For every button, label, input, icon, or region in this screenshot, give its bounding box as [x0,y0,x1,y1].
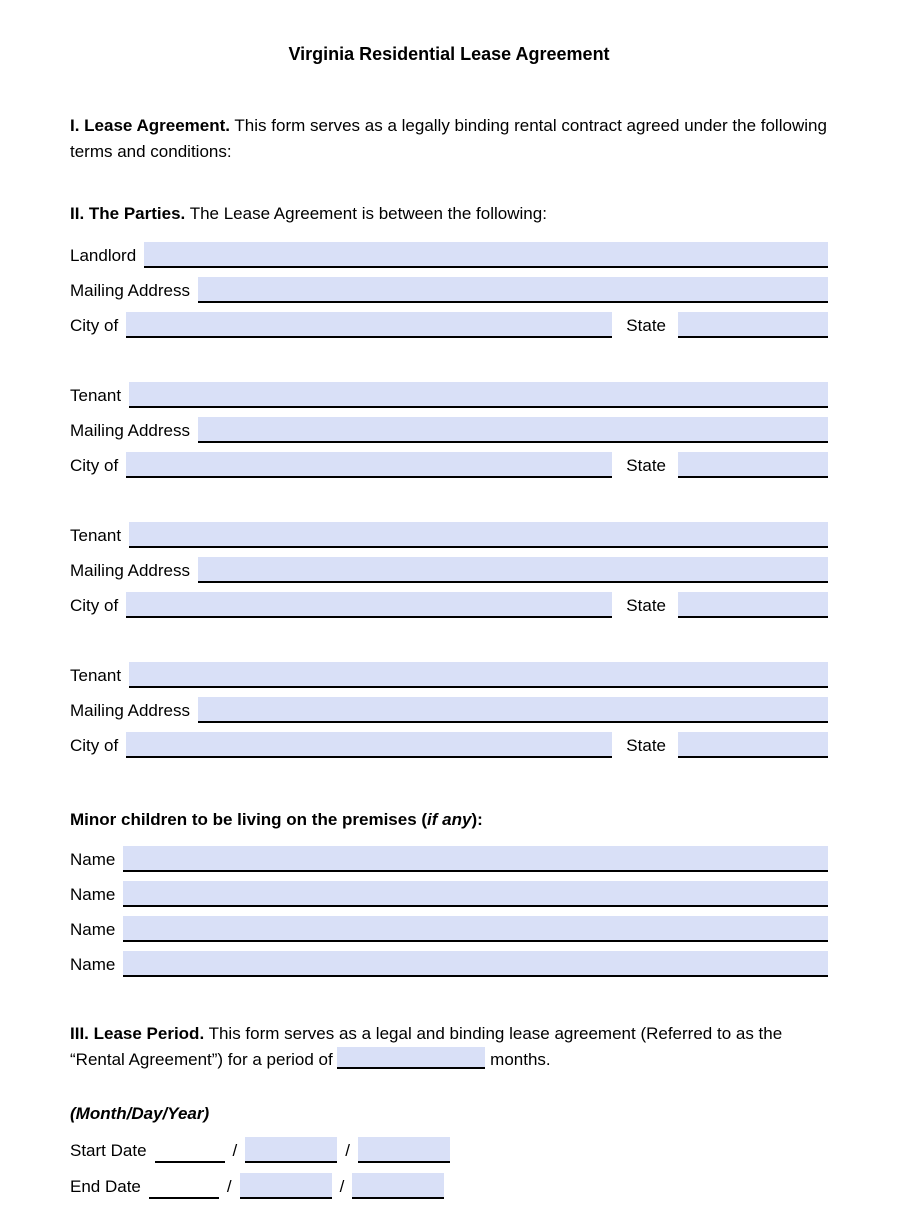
tenant-1-block [70,373,828,478]
city-of-label: City of [70,456,119,475]
tenant-2-row [70,513,828,548]
landlord-state-field[interactable] [678,312,828,338]
minor-child-1-name-field[interactable] [123,846,828,872]
landlord-label: Landlord [70,246,137,265]
tenant-1-city-field[interactable] [126,452,612,478]
start-date-day-field[interactable] [245,1137,337,1163]
mailing-address-label: Mailing Address [70,421,191,440]
tenant-3-state-field[interactable] [678,732,828,758]
tenant-2-state-field[interactable] [678,592,828,618]
state-label: State [626,456,666,475]
tenant-3-mailing-row [70,688,828,723]
tenant-3-name-field[interactable] [129,662,828,688]
lease-months-field[interactable] [337,1047,485,1069]
date-separator: / [339,1177,345,1196]
date-separator: / [232,1141,238,1160]
tenant-1-row [70,373,828,408]
minor-child-4-row [70,942,828,977]
end-date-year-field[interactable] [352,1173,444,1199]
section-lease-period-months-text: months. [490,1050,551,1069]
section-lease-agreement [70,113,828,165]
minor-child-2-name-field[interactable] [123,881,828,907]
tenant-1-city-state-row [70,443,828,478]
name-label: Name [70,920,116,939]
state-label: State [626,736,666,755]
minor-child-3-name-field[interactable] [123,916,828,942]
name-label: Name [70,850,116,869]
minor-children-heading [70,802,828,837]
mailing-address-label: Mailing Address [70,701,191,720]
date-format-note: (Month/Day/Year) [70,1104,210,1123]
tenant-3-mailing-address-field[interactable] [198,697,828,723]
section-lease-agreement-heading: I. Lease Agreement. [70,116,230,135]
landlord-mailing-address-field[interactable] [198,277,828,303]
section-parties-heading: II. The Parties. [70,204,186,223]
end-date-label: End Date [70,1177,141,1196]
tenant-1-state-field[interactable] [678,452,828,478]
date-separator: / [345,1141,351,1160]
minor-children-suffix: ): [471,810,483,829]
minor-child-3-row [70,907,828,942]
end-date-day-field[interactable] [240,1173,332,1199]
state-label: State [626,596,666,615]
section-lease-period [70,1021,828,1073]
section-lease-period-heading: III. Lease Period. [70,1024,205,1043]
mailing-address-label: Mailing Address [70,281,191,300]
document-title: Virginia Residential Lease Agreement [288,44,610,64]
tenant-label: Tenant [70,386,122,405]
minor-children-list [70,837,828,977]
tenant-1-mailing-address-field[interactable] [198,417,828,443]
tenant-2-block [70,513,828,618]
section-parties-text: The Lease Agreement is between the following: [189,204,547,223]
city-of-label: City of [70,596,119,615]
landlord-name-field[interactable] [144,242,828,268]
city-of-label: City of [70,316,119,335]
tenant-label: Tenant [70,526,122,545]
tenant-2-mailing-address-field[interactable] [198,557,828,583]
tenant-label: Tenant [70,666,122,685]
tenant-2-city-field[interactable] [126,592,612,618]
mailing-address-label: Mailing Address [70,561,191,580]
start-date-month-field[interactable] [155,1137,225,1163]
section-lease-period-text: This form serves as a legal and binding lease agreement (Referred to as the “Rental Agreement”) for a period of [70,1024,783,1069]
minor-children-text: Minor children to be living on the premises ( [70,810,428,829]
tenant-1-mailing-row [70,408,828,443]
tenant-3-row [70,653,828,688]
landlord-city-state-row [70,303,828,338]
end-date-row [70,1163,828,1199]
tenant-2-name-field[interactable] [129,522,828,548]
minor-child-2-row [70,872,828,907]
section-lease-agreement-text: This form serves as a legally binding rental contract agreed under the following terms and conditions: [70,116,827,161]
landlord-mailing-row [70,268,828,303]
date-separator: / [226,1177,232,1196]
landlord-row [70,233,828,268]
minor-children-if-any: if any [427,810,472,829]
start-date-year-field[interactable] [358,1137,450,1163]
state-label: State [626,316,666,335]
city-of-label: City of [70,736,119,755]
tenant-2-city-state-row [70,583,828,618]
minor-child-1-row [70,837,828,872]
landlord-city-field[interactable] [126,312,612,338]
end-date-month-field[interactable] [149,1173,219,1199]
section-parties [70,201,828,227]
landlord-block [70,233,828,338]
name-label: Name [70,885,116,904]
start-date-row [70,1127,828,1163]
minor-child-4-name-field[interactable] [123,951,828,977]
tenant-2-mailing-row [70,548,828,583]
tenant-1-name-field[interactable] [129,382,828,408]
tenant-3-city-state-row [70,723,828,758]
name-label: Name [70,955,116,974]
tenant-3-block [70,653,828,758]
start-date-label: Start Date [70,1141,147,1160]
tenant-3-city-field[interactable] [126,732,612,758]
